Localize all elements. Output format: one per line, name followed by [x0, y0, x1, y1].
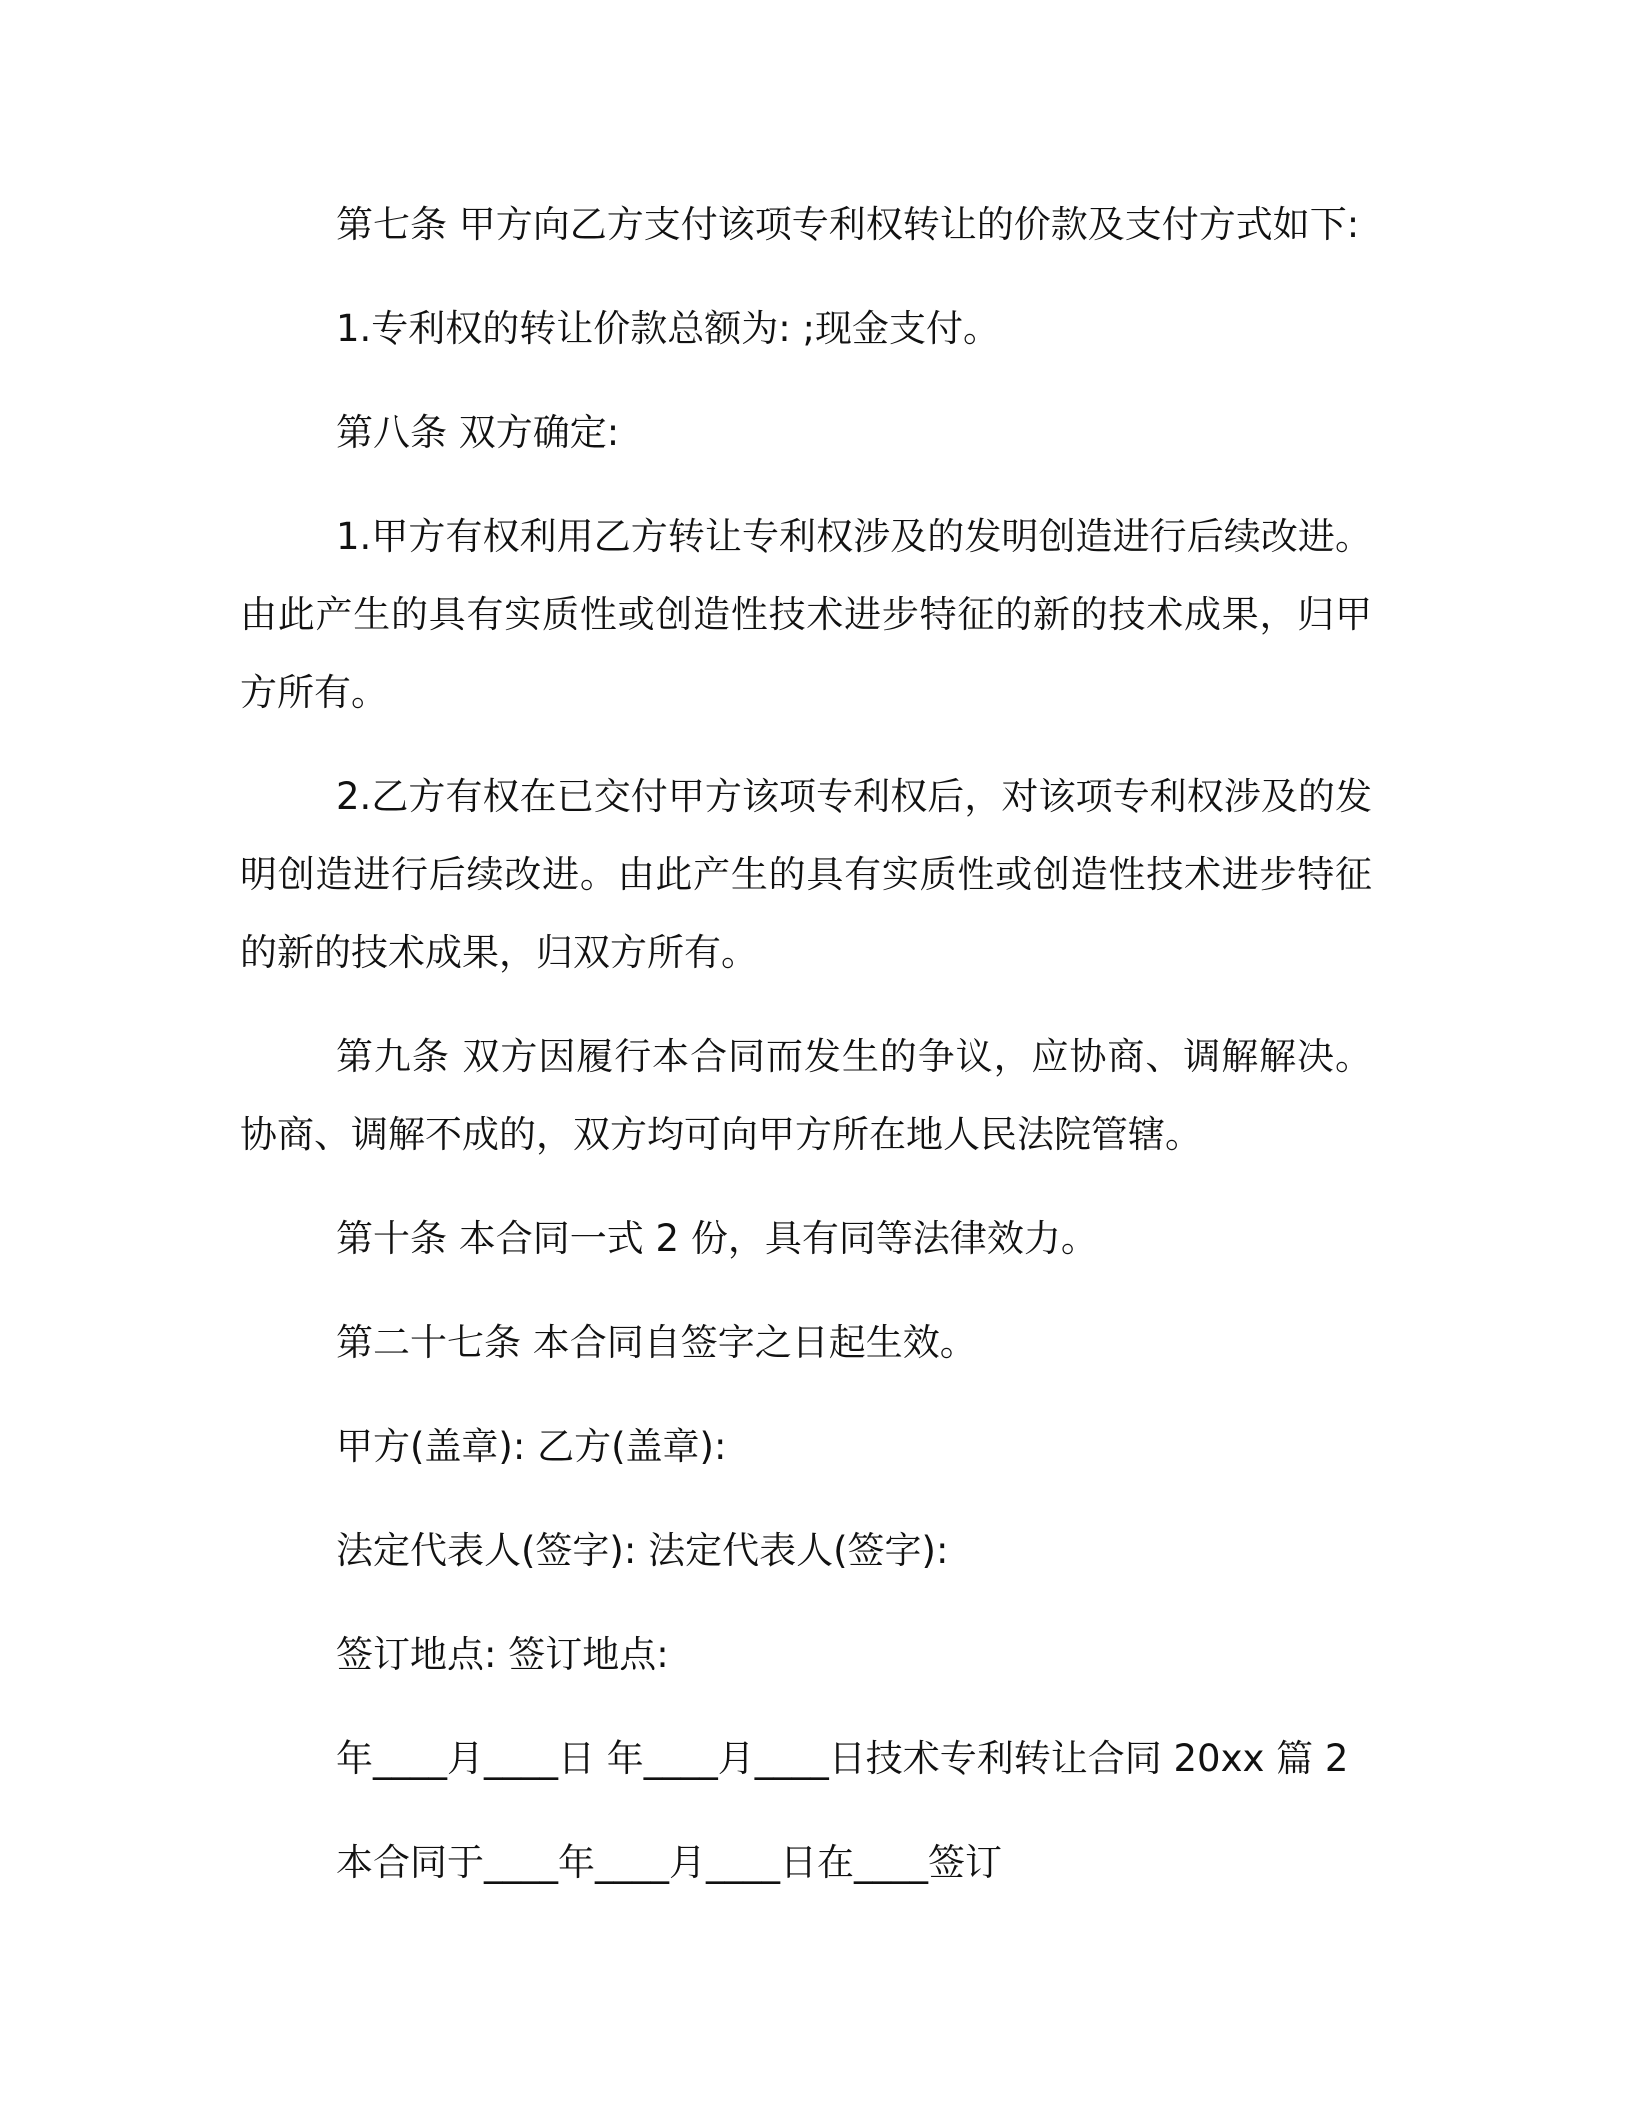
legal-rep-line: 法定代表人(签字): 法定代表人(签字):	[336, 1529, 949, 1572]
signing-location-line: 签订地点: 签订地点:	[336, 1633, 669, 1676]
contract-signed-line: 本合同于____年____月____日在____签订	[336, 1841, 1002, 1884]
date-line: 年____月____日 年____月____日技术专利转让合同 20xx 篇 2	[336, 1737, 1349, 1780]
clause-7-payment: 第七条 甲方向乙方支付该项专利权转让的价款及支付方式如下:	[336, 203, 1360, 246]
clause-27-effective: 第二十七条 本合同自签字之日起生效。	[336, 1321, 977, 1364]
clause-8-item-2: 2.乙方有权在已交付甲方该项专利权后，对该项专利权涉及的发明创造进行后续改进。由此产生的具有实质性或创造性技术进步特征的新的技术成果，归双方所有。	[240, 775, 1372, 974]
clause-8-heading: 第八条 双方确定:	[336, 411, 620, 454]
clause-9-dispute: 第九条 双方因履行本合同而发生的争议，应协商、调解解决。协商、调解不成的，双方均可向甲方所在地人民法院管辖。	[240, 1035, 1372, 1156]
clause-7-item-1: 1.专利权的转让价款总额为: ;现金支付。	[336, 307, 1000, 350]
party-seal-line: 甲方(盖章): 乙方(盖章):	[336, 1425, 727, 1468]
clause-10-copies: 第十条 本合同一式 2 份，具有同等法律效力。	[336, 1217, 1098, 1260]
clause-8-item-1: 1.甲方有权利用乙方转让专利权涉及的发明创造进行后续改进。由此产生的具有实质性或创造性技术进步特征的新的技术成果，归甲方所有。	[240, 515, 1372, 714]
